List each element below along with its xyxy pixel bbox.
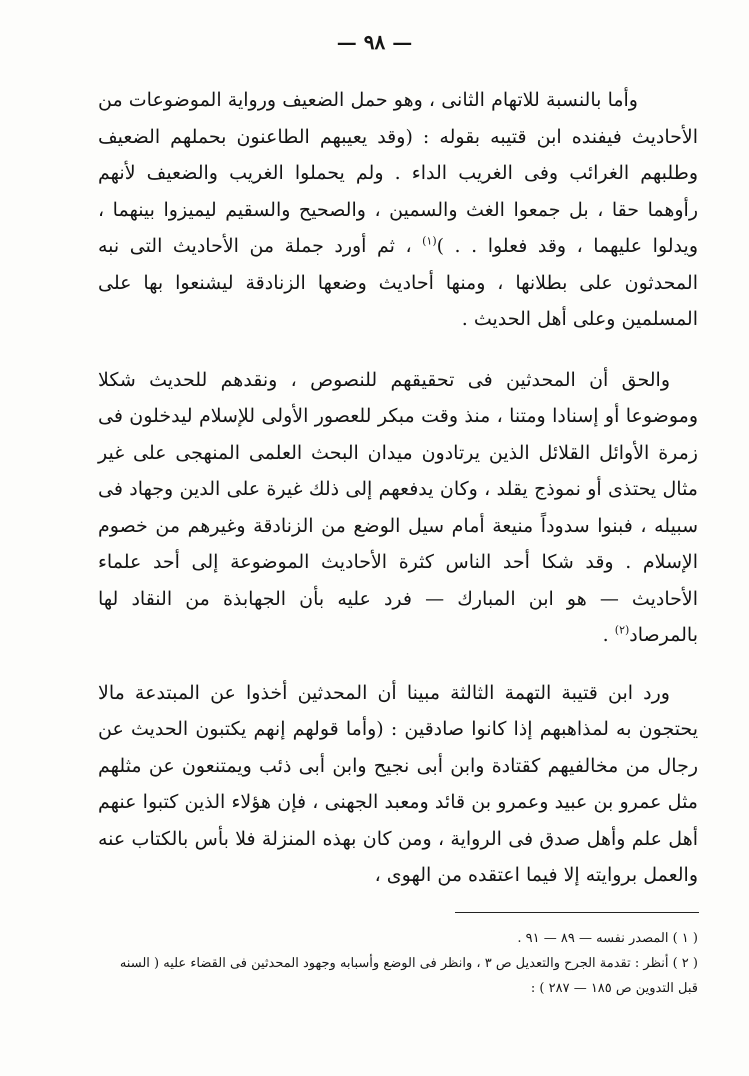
paragraph-1-text: وأما بالنسبة للاتهام الثانى ، وهو حمل الضعيف ورواية الموضوعات من الأحاديث فيفنده ابن قتيبه بقوله : (وقد يعيبهم الطاعنون بحملهم الضعيف وطلبهم الغرائب وفى الغريب الداء . ولم يحملوا الغريب والضعيف لأنهم رأوهما حقا ، بل جمعوا الغث والسمين ، والصحيح والسقيم ليميزوا بينهما ، ويدلوا عليهما ، وقد فعلوا . . ) [98,89,698,257]
page-number: — ٩٨ — [336,30,413,54]
paragraph-muhaddithun-critique [98,362,698,654]
footnote-1: ( ١ ) المصدر نفسه — ٨٩ — ٩١ . [517,931,698,946]
paragraph-1-end: ، ثم أورد جملة من الأحاديث التى نبه المحدثون على بطلانها ، ومنها أحاديث وضعها الزنادقة ليشنعوا بها على المسلمين وعلى أهل الحديث . [98,235,698,330]
body-text [98,82,698,894]
paragraph-2-text: والحق أن المحدثين فى تحقيقهم للنصوص ، ونقدهم للحديث شكلا وموضوعا أو إسنادا ومتنا ، منذ وقت مبكر للعصور الأولى للإسلام ليدخلون فى زمرة الأوائل القلائل الذين يرتادون ميدان البحث العلمى المنهجى على غير مثال يحتذى أو نموذج يقلد ، وكان يدفعهم إلى ذلك غيرة على الدين وجهاد فى سبيله ، فبنوا سدوداً منيعة أمام سيل الوضع من الزنادقة وغيرهم من خصوم الإسلام . وقد شكا أحد الناس كثرة الأحاديث الموضوعة إلى أحد علماء الأحاديث — هو ابن المبارك — فرد عليه بأن الجهابذة من النقاد لها بالمرصاد [98,368,698,646]
paragraph-2-end: . [602,624,609,646]
footnotes [98,926,698,1001]
footnote-divider [455,912,699,913]
paragraph-third-accusation: ورد ابن قتيبة التهمة الثالثة مبينا أن المحدثين أخذوا عن المبتدعة مالا يحتجون به لمذاهبهم إذا كانوا صادقين : (وأما قولهم إنهم يكتبون الحديث عن رجال من مخالفيهم كقتادة وابن أبى نجيح وابن أبى ذئب ويمتنعون عن مثلهم مثل عمرو بن عبيد وعمرو بن قائد ومعبد الجهنى ، فإن هؤلاء الذين كتبوا عنهم أهل علم وأهل صدق فى الرواية ، ومن كان بهذه المنزلة فلا بأس بالكتاب عنه والعمل بروايته إلا فيما اعتقده من الهوى ، [98,681,698,886]
footnote-2: ( ٢ ) أنظر : تقدمة الجرح والتعديل ص ٣ ، وانظر فى الوضع وأسبابه وجهود المحدثين فى القضاء عليه ( السنه قبل التدوين ص ١٨٥ — ٢٨٧ ) : [119,956,698,996]
footnote-ref-2: (٢) [614,623,630,637]
paragraph-ibn-qutayba-second-accusation [98,82,698,338]
footnote-ref-1: (١) [422,234,437,248]
